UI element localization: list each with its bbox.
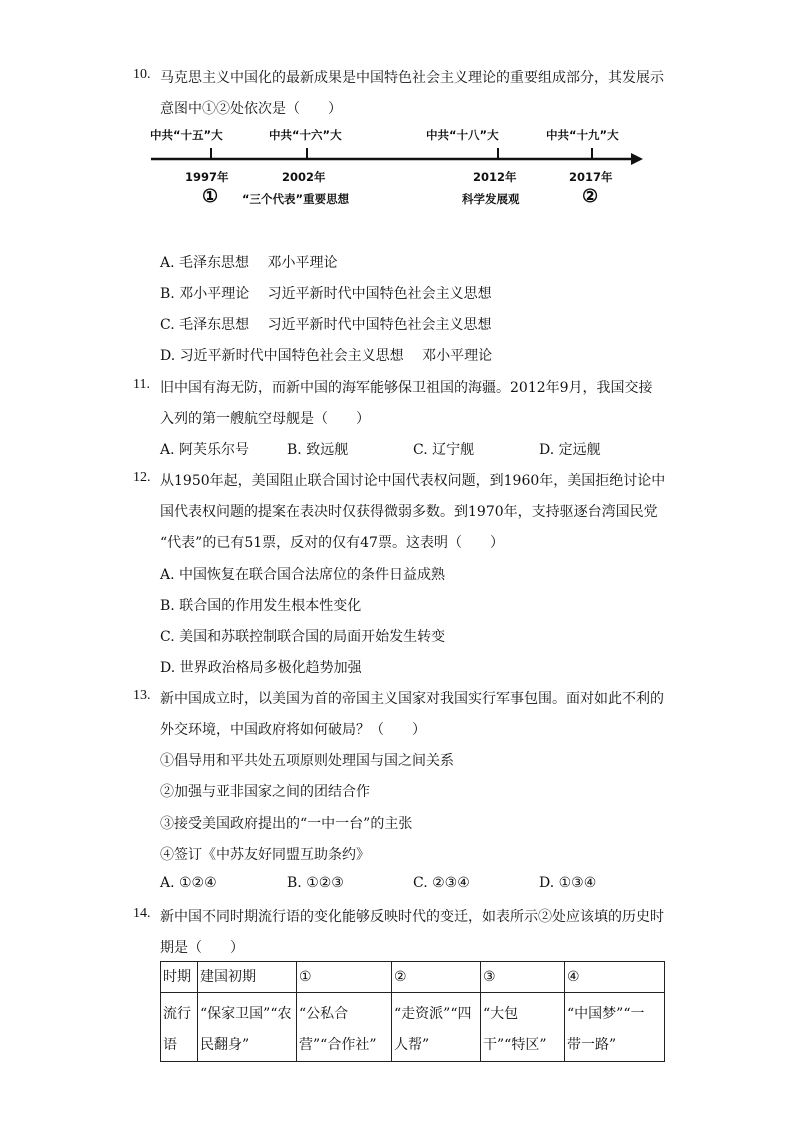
q11-option-c[interactable]: C. 辽宁舰 [413,442,475,458]
q10-stem-line1: 马克思主义中国化的最新成果是中国特色社会主义理论的重要组成部分，其发展示 [160,70,664,86]
timeline-label-three-represents: “三个代表”重要思想 [242,192,350,206]
timeline-diagram [0,0,794,240]
timeline-blank-2: ② [582,186,599,207]
q12-stem-line2: 国代表权问题的提案在表决时仅获得微弱多数。到1970年，支持驱逐台湾国民党 [160,504,658,520]
q11-stem-line2: 入列的第一艘航空母舰是（ ） [160,411,370,427]
table-cell: “中国梦”“一 带一路” [565,993,665,1062]
q12-option-b[interactable]: B. 联合国的作用发生根本性变化 [160,598,362,614]
q12-stem-line3: “代表”的已有51票，反对的仅有47票。这表明（ ） [160,535,504,551]
timeline-year-1997: 1997年 [185,170,229,184]
q10-number: 10. [133,67,151,82]
q13-stem-line1: 新中国成立时，以美国为首的帝国主义国家对我国实行军事包围。面对如此不利的 [160,691,664,707]
timeline-arrowhead [631,153,643,165]
table-cell: “大包 干”“特区” [481,993,565,1062]
slogan-table [160,961,665,1062]
q12-stem-line1: 从1950年起，美国阻止联合国讨论中国代表权问题，到1960年，美国拒绝讨论中 [160,473,666,489]
q12-option-a[interactable]: A. 中国恢复在联合国合法席位的条件日益成熟 [160,567,446,583]
table-header-row [161,962,665,993]
timeline-year-2002: 2002年 [282,170,326,184]
table-header-blank-3: ③ [481,962,565,993]
q10-option-a[interactable]: A. 毛泽东思想 邓小平理论 [160,255,338,271]
q13-item-4: ④签订《中苏友好同盟互助条约》 [160,847,370,863]
q11-option-a[interactable]: A. 阿芙乐尔号 [160,442,250,458]
q13-number: 13. [133,688,151,703]
q13-option-d[interactable]: D. ①③④ [539,875,597,891]
timeline-congress-16: 中共“十六”大 [269,128,342,142]
table-row-label: 流行 语 [161,993,198,1062]
q14-stem-line1: 新中国不同时期流行语的变化能够反映时代的变迁，如表所示②处应该填的历史时 [160,909,664,925]
q11-option-b[interactable]: B. 致远舰 [287,442,349,458]
q12-number: 12. [133,470,151,485]
timeline-congress-15: 中共“十五”大 [150,128,223,142]
q13-option-c[interactable]: C. ②③④ [413,875,470,891]
timeline-label-scientific-outlook: 科学发展观 [462,192,520,206]
timeline-year-2017: 2017年 [569,170,613,184]
q12-option-d[interactable]: D. 世界政治格局多极化趋势加强 [160,660,362,676]
table-header-blank-4: ④ [565,962,665,993]
table-cell: “走资派”“四 人帮” [392,993,481,1062]
q10-option-b[interactable]: B. 邓小平理论 习近平新时代中国特色社会主义思想 [160,286,492,302]
table-header-blank-2: ② [392,962,481,993]
table-header-founding: 建国初期 [198,962,297,993]
q10-option-d[interactable]: D. 习近平新时代中国特色社会主义思想 邓小平理论 [160,348,493,364]
q14-stem-line2: 期是（ ） [160,940,244,956]
q13-item-3: ③接受美国政府提出的“一中一台”的主张 [160,816,413,832]
q11-option-d[interactable]: D. 定远舰 [539,442,601,458]
table-cell: “公私合 营”“合作社” [297,993,392,1062]
q13-option-b[interactable]: B. ①②③ [287,875,344,891]
table-header-period: 时期 [161,962,198,993]
timeline-congress-18: 中共“十八”大 [426,128,499,142]
q14-number: 14. [133,906,151,921]
q13-item-1: ①倡导用和平共处五项原则处理国与国之间关系 [160,753,454,769]
q11-stem-line1: 旧中国有海无防，而新中国的海军能够保卫祖国的海疆。2012年9月，我国交接 [160,380,653,396]
table-cell: “保家卫国”“农 民翻身” [198,993,297,1062]
timeline-year-2012: 2012年 [473,170,517,184]
timeline-congress-19: 中共“十九”大 [546,128,619,142]
q13-stem-line2: 外交环境，中国政府将如何破局？（ ） [160,722,426,738]
q10-option-c[interactable]: C. 毛泽东思想 习近平新时代中国特色社会主义思想 [160,317,492,333]
timeline-blank-1: ① [202,186,219,207]
q13-item-2: ②加强与亚非国家之间的团结合作 [160,784,370,800]
table-row [161,993,665,1062]
q13-option-a[interactable]: A. ①②④ [160,875,217,891]
q12-option-c[interactable]: C. 美国和苏联控制联合国的局面开始发生转变 [160,629,446,645]
q11-number: 11. [133,377,150,392]
q10-stem-line2: 意图中①②处依次是（ ） [160,101,342,117]
table-header-blank-1: ① [297,962,392,993]
